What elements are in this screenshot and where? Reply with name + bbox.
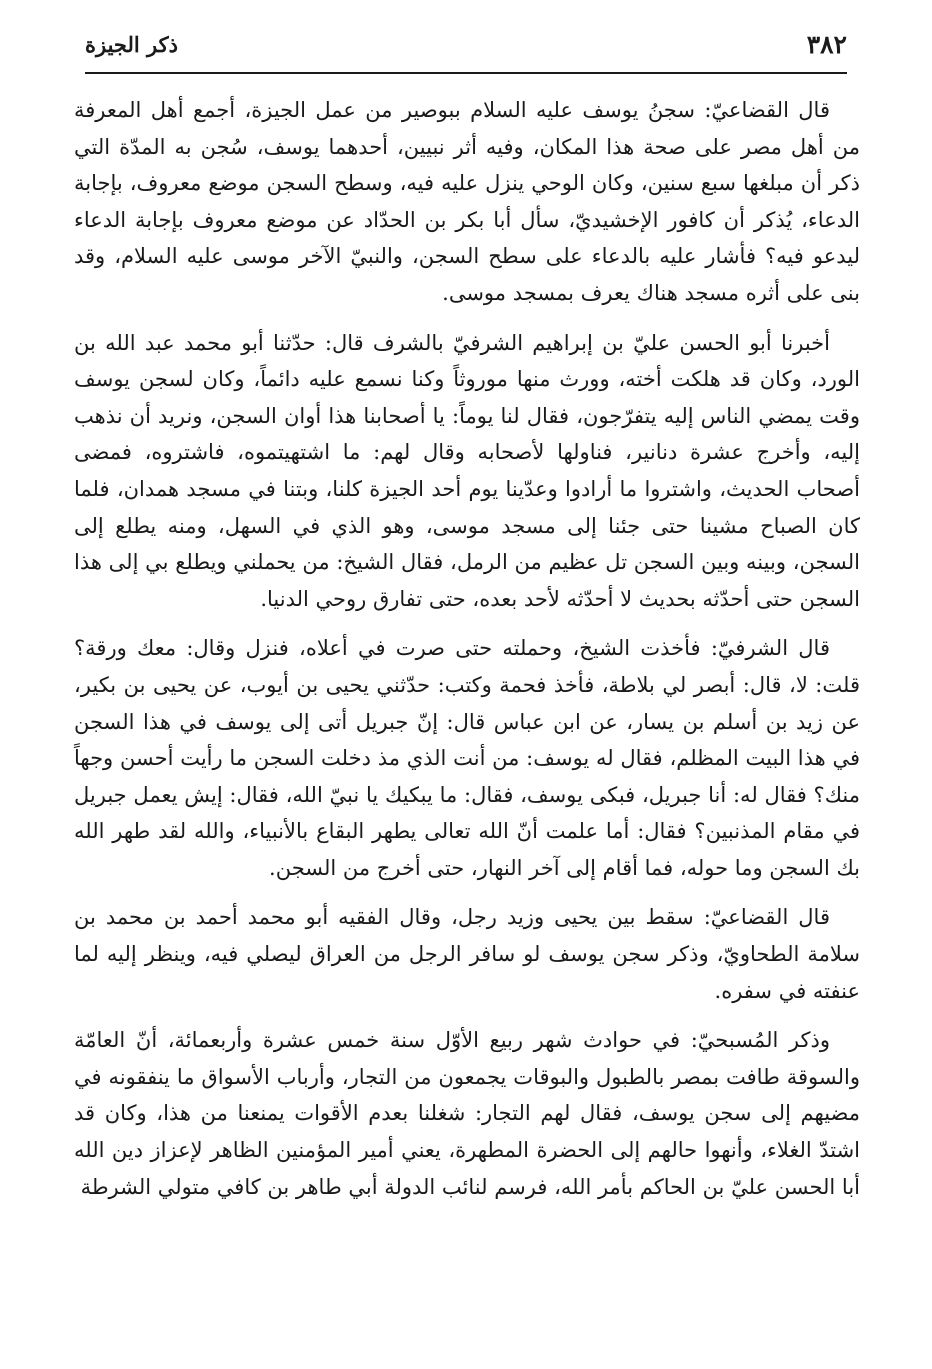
paragraph-3: قال الشرفيّ: فأخذت الشيخ، وحملته حتى صرت في أعلاه، فنزل وقال: معك ورقة؟ قلت: لا، قال: أبصر لي بلاطة، فأخذ فحمة وكتب: حدّثني يحيى بن أيوب، عن يحيى بن بكير، عن زيد بن أسلم بن يسار، عن ابن عباس قال: إنّ جبريل أتى إلى يوسف في هذا السجن في هذا البيت المظلم، فقال له يوسف: من أنت الذي مذ دخلت السجن ما رأيت أحسن وجهاً منك؟ فقال له: أنا جبريل، فبكى يوسف، فقال: ما يبكيك يا نبيّ الله، فقال: إيش يعمل جبريل في مقام المذنبين؟ فقال: أما علمت أنّ الله تعالى يطهر البقاع بالأنبياء، والله لقد طهر الله بك السجن وما حوله، فما أقام إلى آخر النهار، حتى أخرج من السجن. (74, 636, 860, 880)
body-text (74, 92, 860, 1218)
paragraph-2: أخبرنا أبو الحسن عليّ بن إبراهيم الشرفيّ بالشرف قال: حدّثنا أبو محمد عبد الله بن الورد، وكان قد هلكت أخته، وورث منها موروثاً وكنا نسمع عليه دائماً، وكان لسجن يوسف وقت يمضي الناس إليه يتفرّجون، فقال لنا يوماً: يا أصحابنا هذا أوان السجن، ونريد أن نذهب إليه، وأخرج عشرة دنانير، فناولها لأصحابه وقال لهم: ما اشتهيتموه، فاشتروه، فمضى أصحاب الحديث، واشتروا ما أرادوا وعدّينا يوم أحد الجيزة كلنا، وبتنا في مسجد همدان، فلما كان الصباح مشينا حتى جئنا إلى مسجد موسى، وهو الذي في السهل، ومنه يطلع إلى السجن، وبينه وبين السجن تل عظيم من الرمل، فقال الشيخ: من يحملني ويطلع بي إلى هذا السجن حتى أحدّثه بحديث لا أحدّثه لأحد بعده، حتى تفارق روحي الدنيا. (74, 330, 860, 611)
paragraph-4: قال القضاعيّ: سقط بين يحيى وزيد رجل، وقال الفقيه أبو محمد أحمد بن محمد بن سلامة الطحاويّ، وذكر سجن يوسف لو سافر الرجل من العراق ليصلي فيه، وينظر إليه لما عنفته في سفره. (74, 905, 860, 1003)
running-title: ذكر الجيزة (85, 32, 178, 57)
paragraph-1: قال القضاعيّ: سجنُ يوسف عليه السلام ببوصير من عمل الجيزة، أجمع أهل المعرفة من أهل مصر على صحة هذا المكان، وفيه أثر نبيين، أحدهما يوسف، سُجن به المدّة التي ذكر أن مبلغها سبع سنين، وكان الوحي ينزل عليه فيه، وسطح السجن موضع معروف، بإجابة الدعاء، يُذكر أن كافور الإخشيديّ، سأل أبا بكر بن الحدّاد عن موضع معروف بإجابة الدعاء ليدعو فيه؟ فأشار عليه بالدعاء على سطح السجن، والنبيّ الآخر موسى عليه السلام، وقد بنى على أثره مسجد هناك يعرف بمسجد موسى. (74, 98, 860, 305)
paragraph-5: وذكر المُسبحيّ: في حوادث شهر ربيع الأوّل سنة خمس عشرة وأربعمائة، أنّ العامّة والسوقة طافت بمصر بالطبول والبوقات يجمعون من التجار، وأرباب الأسواق ما ينفقونه في مضيهم إلى سجن يوسف، فقال لهم التجار: شغلنا بعدم الأقوات يمنعنا من هذا، وكان قد اشتدّ الغلاء، وأنهوا حالهم إلى الحضرة المطهرة، يعني أمير المؤمنين الظاهر لإعزاز دين الله أبا الحسن عليّ بن الحاكم بأمر الله، فرسم لنائب الدولة أبي طاهر بن كافي متولي الشرطة (74, 1028, 860, 1199)
page-number: ٣٨٢ (806, 30, 847, 59)
page-header (85, 28, 847, 74)
